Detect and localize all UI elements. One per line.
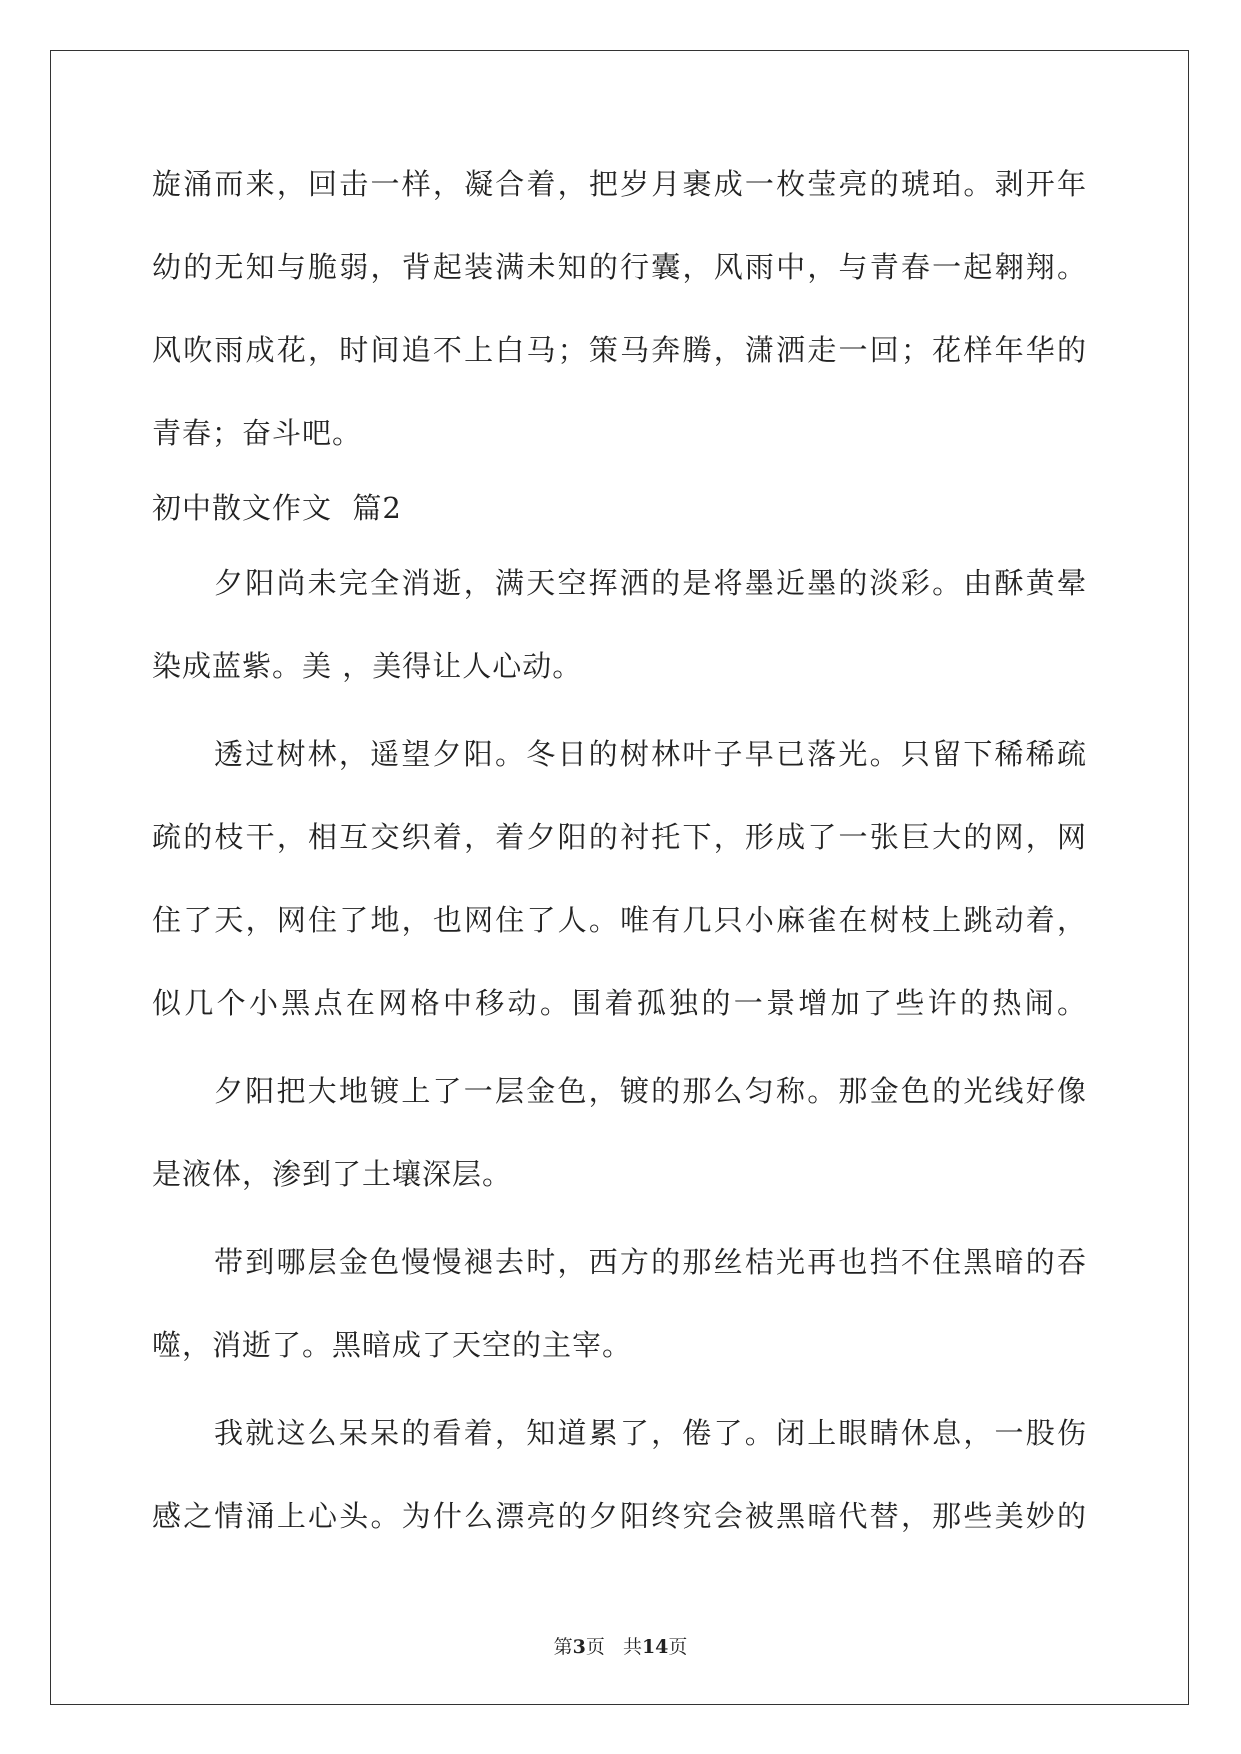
paragraph — [152, 1414, 1087, 1535]
text-line: 幼的无知与脆弱，背起装满未知的行囊，风雨中，与青春一起翱翔。 — [152, 250, 1087, 284]
footer-page-number: 3 — [572, 1636, 586, 1658]
paragraph — [152, 564, 1087, 685]
footer-page-suffix: 页 — [668, 1636, 688, 1658]
text-line: 感之情涌上心头。为什么漂亮的夕阳终究会被黑暗代替，那些美妙的 — [152, 1499, 1087, 1533]
text-line: 染成蓝紫。美 ，美得让人心动。 — [152, 649, 583, 683]
text-line: 是液体，渗到了土壤深层。 — [152, 1157, 513, 1191]
text-line: 住了天，网住了地，也网住了人。唯有几只小麻雀在树枝上跳动着， — [152, 903, 1087, 937]
text-line: 风吹雨成花，时间追不上白马；策马奔腾，潇洒走一回；花样年华的 — [152, 333, 1087, 367]
paragraph — [152, 1243, 1087, 1364]
text-line: 透过树林，遥望夕阳。冬日的树林叶子早已落光。只留下稀稀疏 — [214, 737, 1087, 771]
text-line: 我就这么呆呆的看着，知道累了，倦了。闭上眼睛休息，一股伤 — [214, 1416, 1087, 1450]
page-footer — [0, 1632, 1241, 1659]
text-line: 青春；奋斗吧。 — [152, 416, 363, 450]
document-body — [152, 165, 1087, 1580]
text-line: 疏的枝干，相互交织着，着夕阳的衬托下，形成了一张巨大的网，网 — [152, 820, 1087, 854]
text-line: 带到哪层金色慢慢褪去时，西方的那丝桔光再也挡不住黑暗的吞 — [214, 1245, 1087, 1279]
paragraph — [152, 735, 1087, 1022]
text-line: 夕阳尚未完全消逝，满天空挥洒的是将墨近墨的淡彩。由酥黄晕 — [214, 566, 1087, 600]
text-line: 噬，消逝了。黑暗成了天空的主宰。 — [152, 1328, 633, 1362]
text-line: 似几个小黑点在网格中移动。围着孤独的一景增加了些许的热闹。 — [152, 986, 1087, 1020]
paragraph — [152, 1072, 1087, 1193]
section-heading: 初中散文作文 篇2 — [152, 491, 402, 525]
footer-page-prefix: 第 — [553, 1636, 573, 1658]
footer-page-mid: 页 共 — [585, 1636, 642, 1658]
footer-total-pages: 14 — [641, 1636, 669, 1658]
text-line: 旋涌而来，回击一样，凝合着，把岁月裹成一枚莹亮的琥珀。剥开年 — [152, 167, 1087, 201]
text-line: 夕阳把大地镀上了一层金色，镀的那么匀称。那金色的光线好像 — [214, 1074, 1087, 1108]
